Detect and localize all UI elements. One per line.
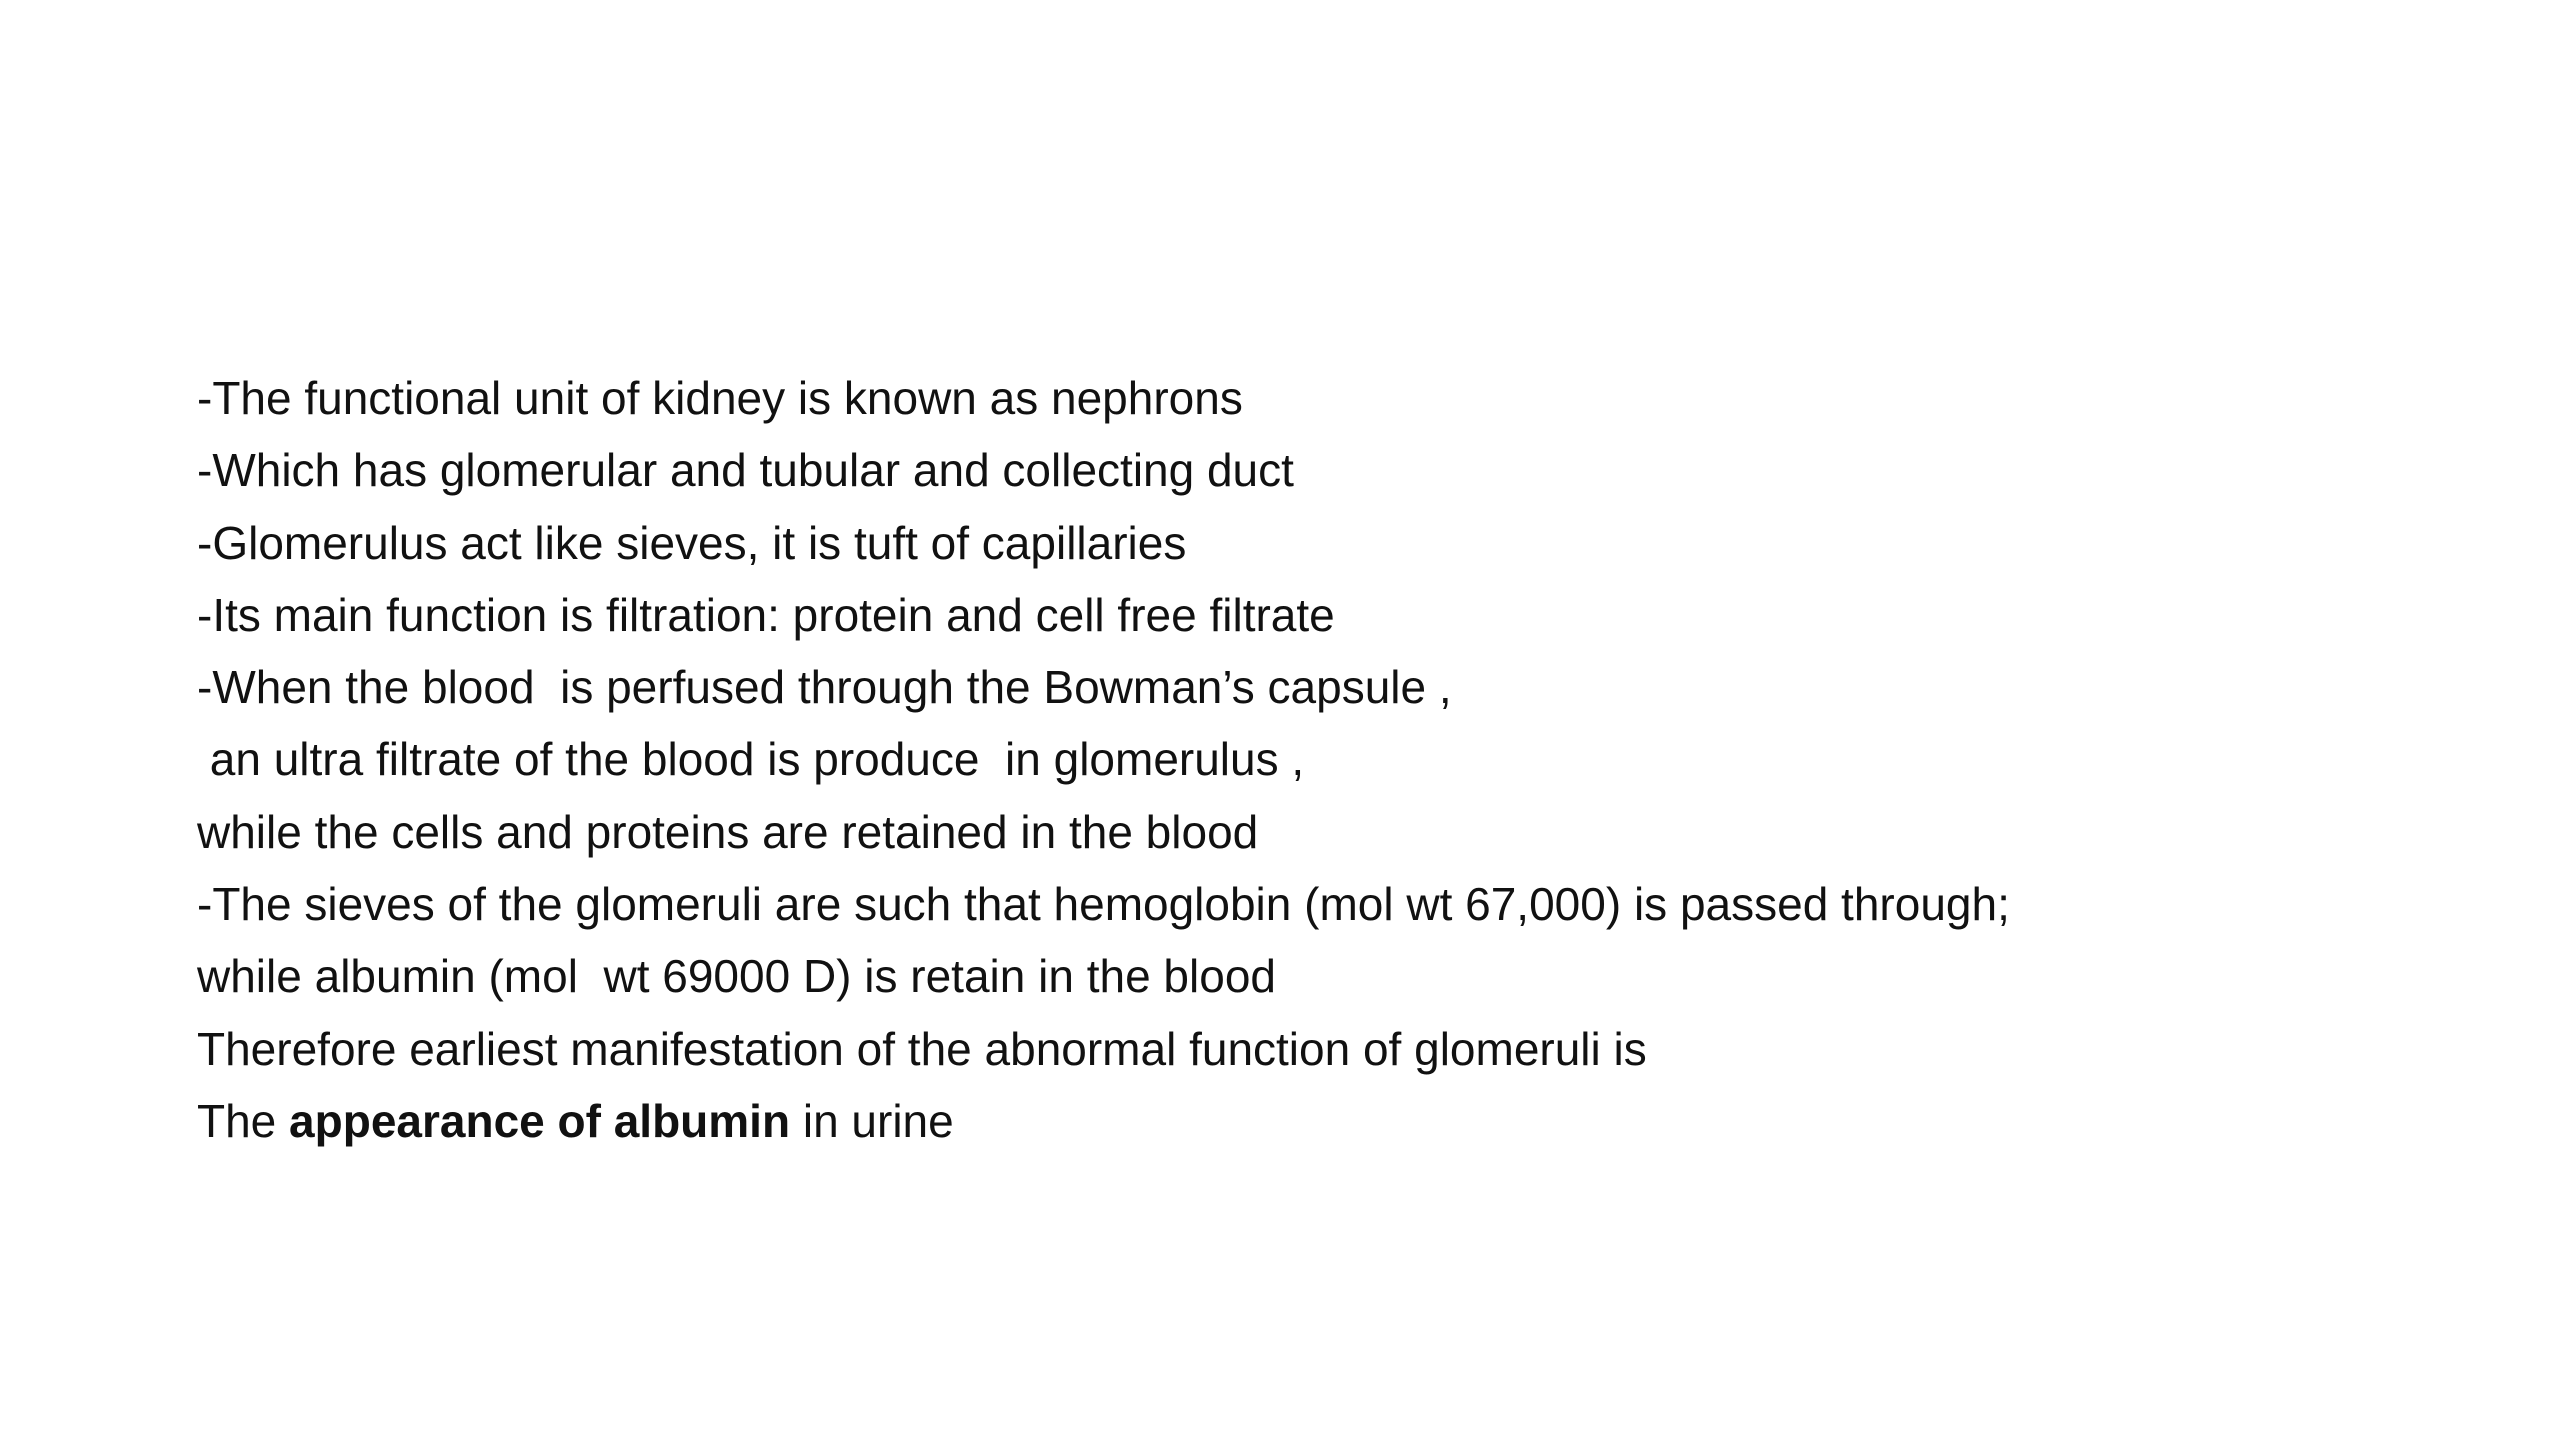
- text-line-1: -The functional unit of kidney is known as nephrons: [197, 372, 1243, 424]
- text-line-4: -Its main function is filtration: protein and cell free filtrate: [197, 588, 1335, 641]
- slide-text-body: [197, 362, 2447, 1157]
- text-line-10: Therefore earliest manifestation of the abnormal function of glomeruli is: [197, 1022, 1647, 1075]
- conclusion-prefix: The: [197, 1094, 290, 1147]
- conclusion-suffix: in urine: [790, 1094, 954, 1147]
- text-line-8: -The sieves of the glomeruli are such that hemoglobin (mol wt 67,000) is passed through;: [197, 878, 2010, 931]
- text-line-6: an ultra filtrate of the blood is produce in glomerulus ,: [197, 733, 1305, 786]
- text-line-2: -Which has glomerular and tubular and collecting duct: [197, 444, 1294, 497]
- text-line-5: -When the blood is perfused through the Bowman’s capsule ,: [197, 661, 1452, 714]
- text-line-3: -Glomerulus act like sieves, it is tuft of capillaries: [197, 516, 1187, 569]
- conclusion-bold-text: appearance of albumin: [289, 1094, 791, 1147]
- text-line-9: while albumin (mol wt 69000 D) is retain in the blood: [197, 950, 1276, 1003]
- text-line-7: while the cells and proteins are retained in the blood: [197, 805, 1259, 858]
- text-line-conclusion: [197, 1085, 2447, 1157]
